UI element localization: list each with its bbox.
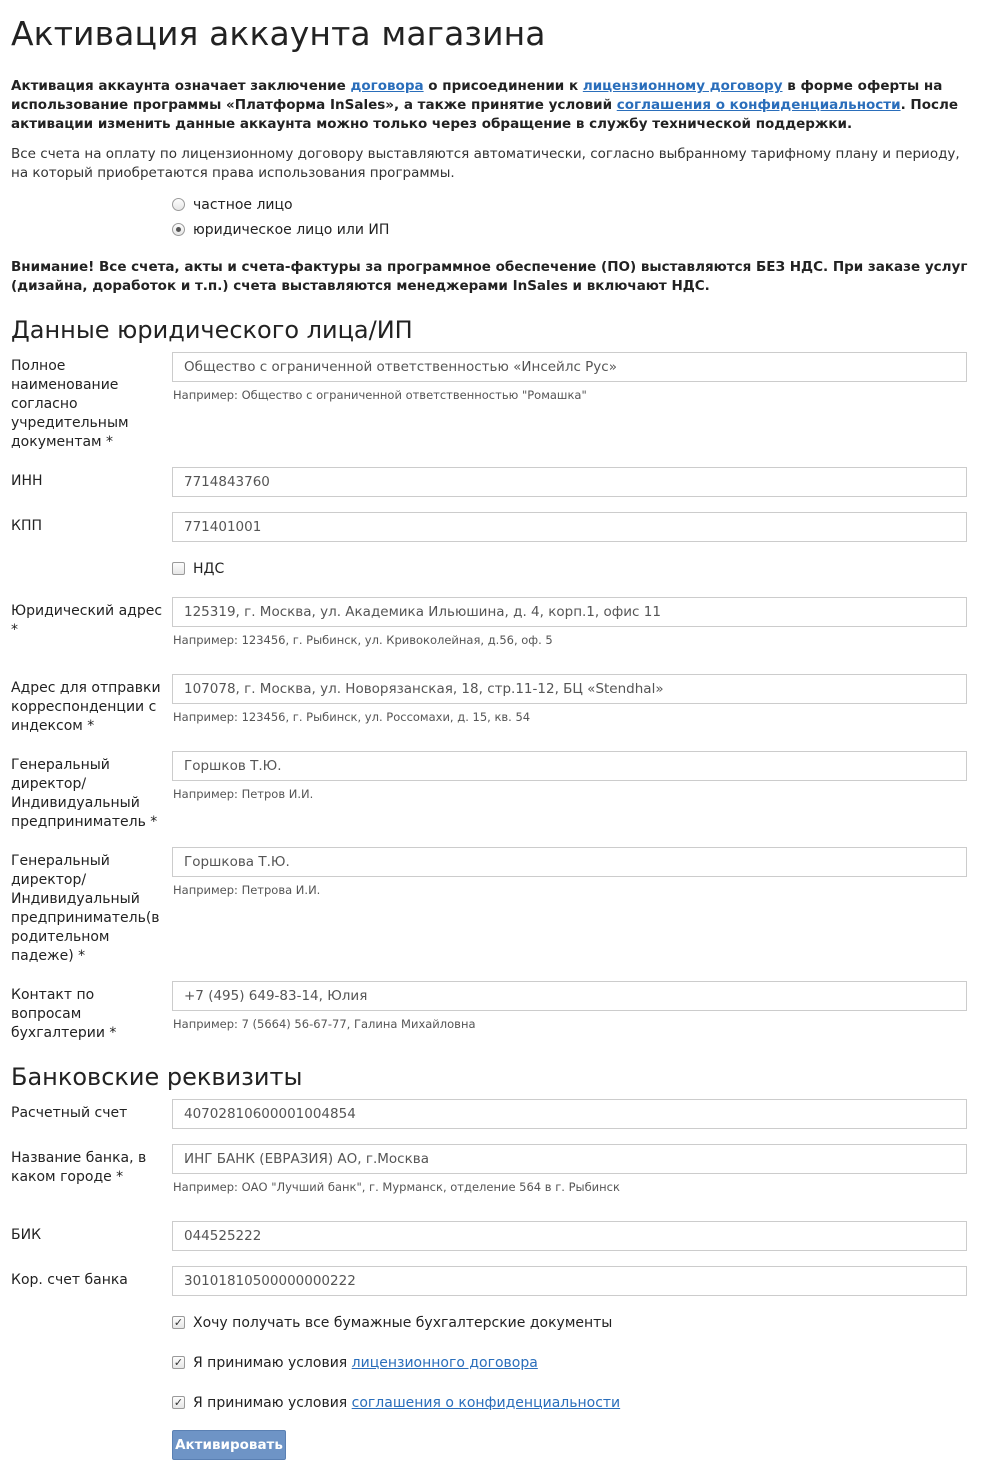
activate-button[interactable]: Активировать: [172, 1430, 286, 1460]
license-checkbox-row[interactable]: ✓ Я принимаю условия лицензионного договора: [173, 1355, 538, 1371]
license-agreement-link[interactable]: лицензионному договору: [582, 78, 783, 94]
bank-name-label: Название банка, в каком городе *: [11, 1150, 147, 1185]
confidentiality-checkbox-row[interactable]: ✓ Я принимаю условия соглашения о конфиденциальности: [173, 1395, 621, 1411]
corr-account-input[interactable]: 30101810500000000222: [172, 1266, 967, 1296]
full-name-hint: Например: Общество с ограниченной ответственностью "Ромашка": [173, 388, 587, 402]
director-input[interactable]: Горшков Т.Ю.: [172, 751, 967, 781]
confidentiality-link-2[interactable]: соглашения о конфиденциальности: [351, 1395, 621, 1411]
accounting-contact-hint: Например: 7 (5664) 56-67-77, Галина Михайловна: [173, 1017, 476, 1031]
kpp-input[interactable]: 771401001: [172, 512, 967, 542]
contract-link[interactable]: договора: [350, 78, 424, 94]
confidentiality-checkbox[interactable]: ✓: [173, 1395, 184, 1409]
account-label: Расчетный счет: [11, 1105, 128, 1121]
director-genitive-label: Генеральный директор/ Индивидуальный предприниматель(в родительном падеже) *: [11, 853, 160, 964]
vat-checkbox[interactable]: [172, 562, 185, 575]
bank-name-hint: Например: ОАО "Лучший банк", г. Мурманск, отделение 564 в г. Рыбинск: [173, 1180, 620, 1194]
director-hint: Например: Петров И.И.: [173, 787, 314, 801]
director-label: Генеральный директор/ Индивидуальный предприниматель *: [11, 757, 158, 830]
legal-address-input[interactable]: 125319, г. Москва, ул. Академика Ильюшина, д. 4, корп.1, офис 11: [172, 597, 967, 627]
radio-private-person[interactable]: частное лицо: [172, 197, 293, 213]
radio-legal-entity[interactable]: юридическое лицо или ИП: [172, 222, 389, 238]
full-name-input[interactable]: Общество с ограниченной ответственностью «Инсейлс Рус»: [172, 352, 967, 382]
inn-input[interactable]: 7714843760: [172, 467, 967, 497]
accounting-contact-input[interactable]: +7 (495) 649-83-14, Юлия: [172, 981, 967, 1011]
vat-notice: Внимание! Все счета, акты и счета-фактуры за программное обеспечение (ПО) выставляются БЕЗ НДС. При заказе услуг (дизайна, доработок и т.п.) счета выставляются менеджерами InSales и включают НДС.: [11, 259, 968, 294]
account-input[interactable]: 40702810600001004854: [172, 1099, 967, 1129]
bank-name-input[interactable]: ИНГ БАНК (ЕВРАЗИЯ) АО, г.Москва: [172, 1144, 967, 1174]
paper-docs-checkbox-row[interactable]: ✓ Хочу получать все бумажные бухгалтерские документы: [173, 1315, 613, 1331]
confidentiality-link[interactable]: соглашения о конфиденциальности: [616, 97, 901, 113]
radio-checked-icon[interactable]: [172, 223, 185, 236]
bik-label: БИК: [11, 1227, 42, 1243]
inn-label: ИНН: [11, 473, 43, 489]
radio-icon[interactable]: [172, 198, 185, 211]
page-title: Активация аккаунта магазина: [11, 14, 546, 53]
full-name-label: Полное наименование согласно учредительным документам *: [11, 358, 129, 450]
vat-checkbox-row[interactable]: НДС: [172, 561, 224, 577]
mail-address-label: Адрес для отправки корреспонденции с индексом *: [11, 680, 161, 734]
director-genitive-hint: Например: Петрова И.И.: [173, 883, 321, 897]
accounting-contact-label: Контакт по вопросам бухгалтерии *: [11, 987, 117, 1041]
legal-section-title: Данные юридического лица/ИП: [11, 316, 413, 344]
paper-docs-checkbox[interactable]: ✓: [173, 1315, 184, 1329]
director-genitive-input[interactable]: Горшкова Т.Ю.: [172, 847, 967, 877]
legal-address-hint: Например: 123456, г. Рыбинск, ул. Кривоколейная, д.56, оф. 5: [173, 633, 553, 647]
license-checkbox[interactable]: ✓: [173, 1355, 184, 1369]
kpp-label: КПП: [11, 518, 42, 534]
mail-address-input[interactable]: 107078, г. Москва, ул. Новорязанская, 18, стр.11-12, БЦ «Stendhal»: [172, 674, 967, 704]
bank-section-title: Банковские реквизиты: [11, 1063, 303, 1091]
legal-address-label: Юридический адрес *: [11, 603, 163, 638]
billing-info-text: Все счета на оплату по лицензионному договору выставляются автоматически, согласно выбранному тарифному плану и периоду, на который приобретаются права использования программы.: [11, 146, 960, 181]
corr-account-label: Кор. счет банка: [11, 1272, 128, 1288]
intro-paragraph: Активация аккаунта означает заключение договора о присоединении к лицензионному договору в форме оферты на использование программы «Платформа InSales», а также принятие условий соглашения о конфиденциальности. После активации изменить данные аккаунта можно только через обращение в службу технической поддержки.: [11, 78, 959, 132]
mail-address-hint: Например: 123456, г. Рыбинск, ул. Россомахи, д. 15, кв. 54: [173, 710, 531, 724]
bik-input[interactable]: 044525222: [172, 1221, 967, 1251]
license-agreement-link-2[interactable]: лицензионного договора: [351, 1355, 538, 1371]
